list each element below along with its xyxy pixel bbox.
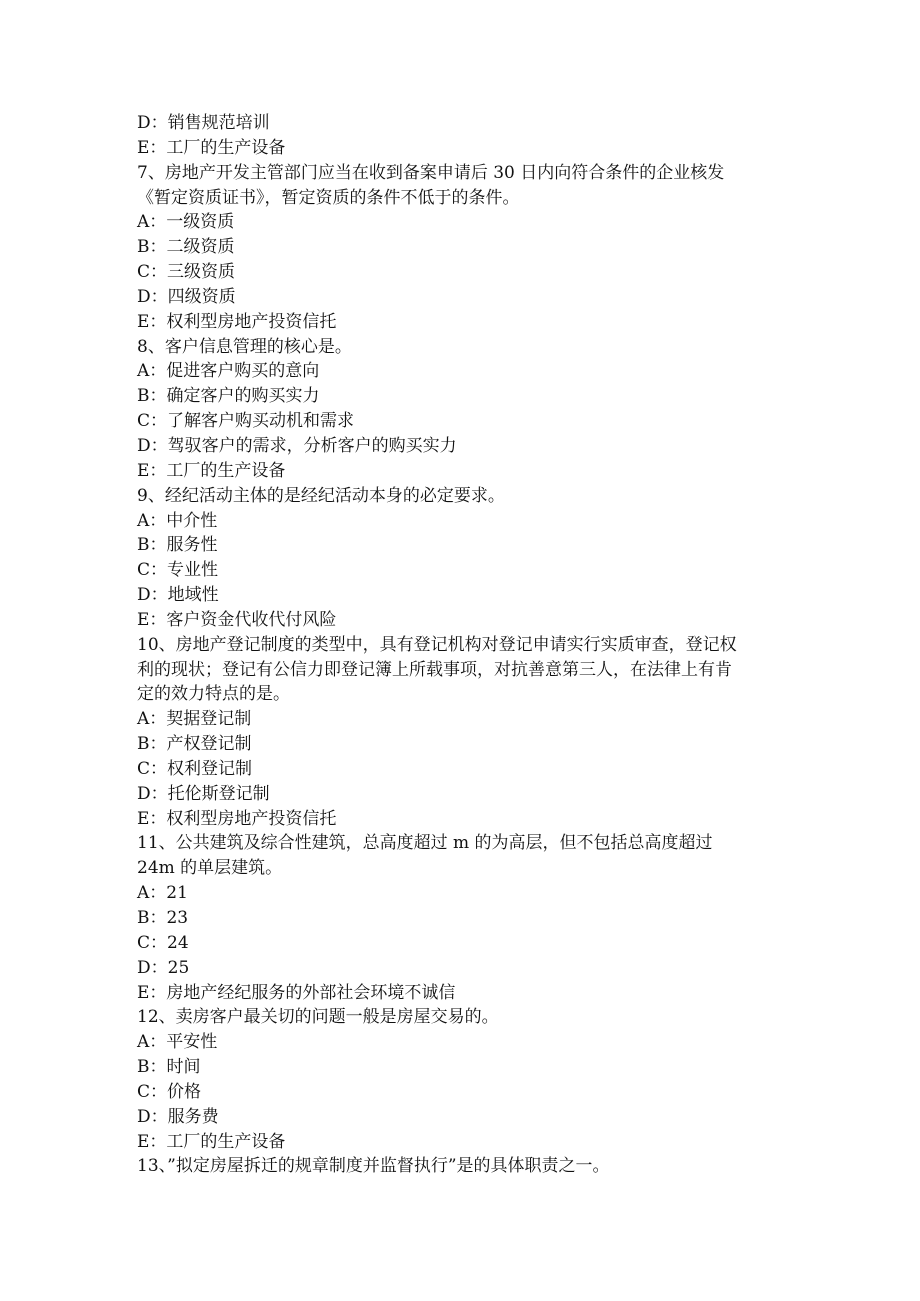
option-line: B：时间 (137, 1057, 201, 1078)
question-text: 13、”拟定房屋拆迁的规章制度并监督执行”是的具体职责之一。 (137, 1156, 610, 1177)
question-text: 10、房地产登记制度的类型中，具有登记机构对登记申请实行实质审查，登记权 (137, 634, 737, 655)
option-line: E：工厂的生产设备 (137, 1131, 286, 1152)
option-line: B：23 (137, 908, 189, 928)
option-line: E：权利型房地产投资信托 (137, 808, 337, 829)
question-text: 定的效力特点的是。 (137, 684, 290, 705)
question-text: 11、公共建筑及综合性建筑，总高度超过 m 的为高层，但不包括总高度超过 (137, 833, 713, 854)
option-line: C：专业性 (137, 560, 219, 581)
option-line: E：房地产经纪服务的外部社会环境不诚信 (137, 982, 456, 1003)
document-page (137, 111, 797, 1179)
option-line: C：三级资质 (137, 262, 236, 283)
option-line: D：驾驭客户的需求，分析客户的购买实力 (137, 435, 457, 456)
option-line: A：契据登记制 (137, 709, 252, 730)
option-line: C：了解客户购买动机和需求 (137, 411, 355, 432)
option-line: B：产权登记制 (137, 734, 252, 755)
option-line: E：权利型房地产投资信托 (137, 311, 337, 332)
question-text: 24m 的单层建筑。 (137, 858, 283, 879)
option-line: C：价格 (137, 1081, 202, 1102)
option-line: A：一级资质 (137, 212, 235, 233)
option-line: D：25 (137, 957, 190, 978)
option-line: A：促进客户购买的意向 (137, 361, 320, 382)
question-text: 9、经纪活动主体的是经纪活动本身的必定要求。 (137, 485, 505, 506)
option-line: C：24 (137, 932, 189, 953)
option-line: C：权利登记制 (137, 758, 253, 779)
question-text: 7、房地产开发主管部门应当在收到备案申请后 30 日内向符合条件的企业核发 (137, 162, 725, 183)
option-line: E：工厂的生产设备 (137, 460, 286, 481)
option-line: E：客户资金代收代付风险 (137, 609, 337, 630)
option-line: A：中介性 (137, 510, 218, 531)
option-line: B：服务性 (137, 535, 218, 556)
option-line: B：二级资质 (137, 237, 235, 258)
option-line: D：四级资质 (137, 286, 236, 307)
option-line: D：服务费 (137, 1106, 219, 1127)
question-text: 《暂定资质证书》，暂定资质的条件不低于的条件。 (137, 187, 520, 208)
option-line: D：托伦斯登记制 (137, 783, 270, 804)
text-line: D：销售规范培训 (137, 113, 270, 133)
option-line: D：地域性 (137, 585, 219, 606)
question-text: 8、客户信息管理的核心是。 (137, 336, 352, 357)
question-text: 12、卖房客户最关切的问题一般是房屋交易的。 (137, 1007, 499, 1028)
text-line: E：工厂的生产设备 (137, 137, 286, 158)
question-text: 利的现状；登记有公信力即登记簿上所载事项，对抗善意第三人，在法律上有肯 (137, 659, 732, 680)
option-line: B：确定客户的购买实力 (137, 386, 320, 407)
option-line: A：平安性 (137, 1032, 218, 1053)
option-line: A：21 (137, 883, 188, 904)
